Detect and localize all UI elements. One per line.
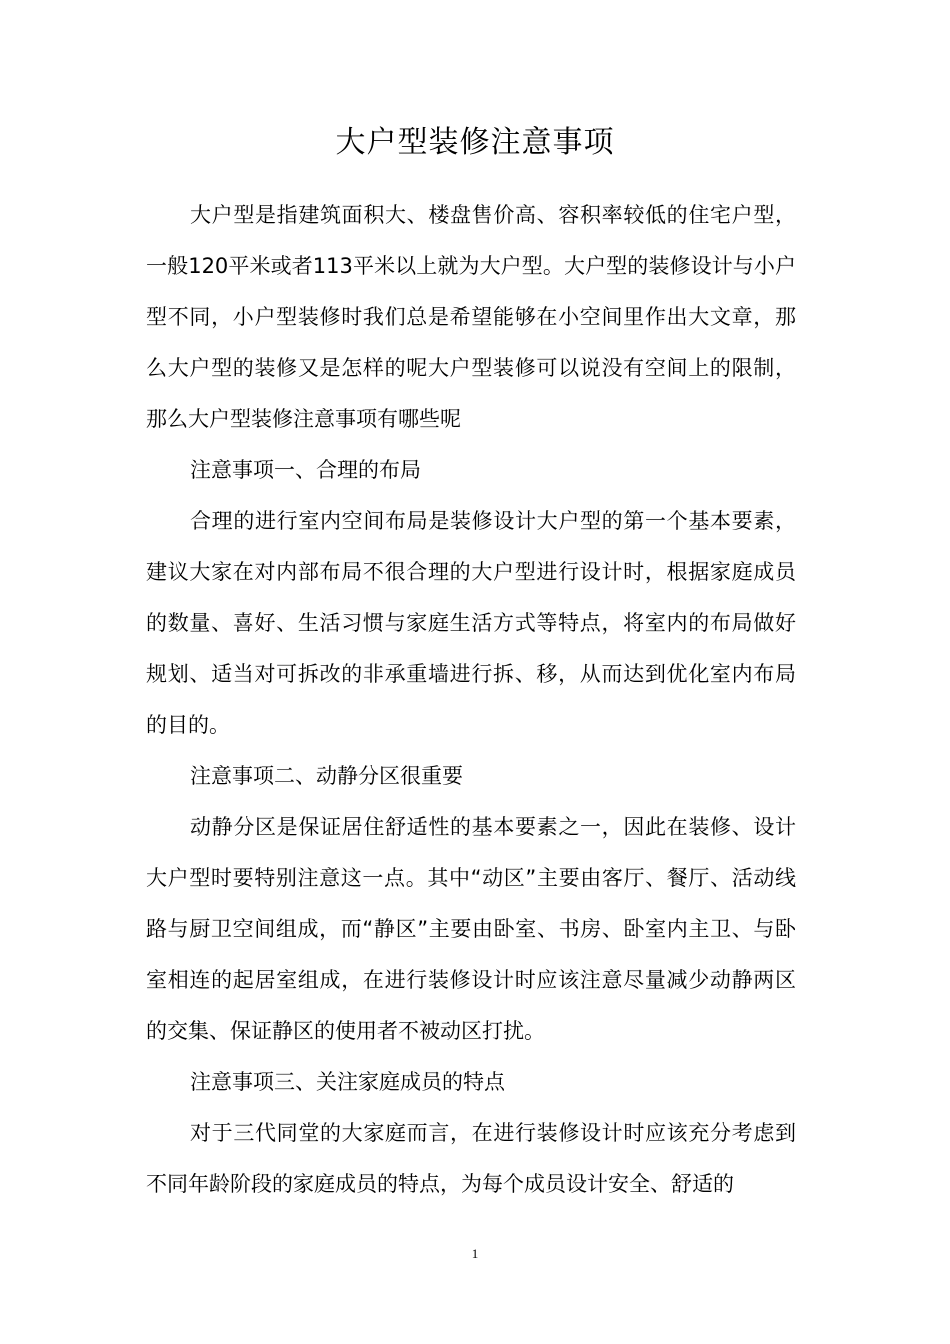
- paragraph-zoning: 动静分区是保证居住舒适性的基本要素之一，因此在装修、设计大户型时要特别注意这一点。其中“动区”主要由客厅、餐厅、活动线路与厨卫空间组成，而“静区”主要由卧室、书房、卧室内主卫、与卧室相连的起居室组成，在进行装修设计时应该注意尽量减少动静两区的交集、保证静区的使用者不被动区打扰。: [146, 815, 796, 1043]
- section-heading-3: 注意事项三、关注家庭成员的特点: [190, 1070, 505, 1094]
- paragraph-intro: 大户型是指建筑面积大、楼盘售价高、容积率较低的住宅户型，一般120平米或者113平米以上就为大户型。大户型的装修设计与小户型不同，小户型装修时我们总是希望能够在小空间里作出大文章，那么大户型的装修又是怎样的呢大户型装修可以说没有空间上的限制，那么大户型装修注意事项有哪些呢: [146, 203, 796, 431]
- document-body: [146, 190, 796, 1210]
- document-title: 大户型装修注意事项: [335, 125, 615, 160]
- paragraph-family: 对于三代同堂的大家庭而言，在进行装修设计时应该充分考虑到不同年龄阶段的家庭成员的特点，为每个成员设计安全、舒适的: [146, 1121, 796, 1196]
- page-number: 1: [471, 1246, 479, 1261]
- section-heading-2: 注意事项二、动静分区很重要: [190, 764, 463, 788]
- paragraph-layout: 合理的进行室内空间布局是装修设计大户型的第一个基本要素，建议大家在对内部布局不很合理的大户型进行设计时，根据家庭成员的数量、喜好、生活习惯与家庭生活方式等特点，将室内的布局做好规划、适当对可拆改的非承重墙进行拆、移，从而达到优化室内布局的目的。: [146, 509, 796, 737]
- section-heading-1: 注意事项一、合理的布局: [190, 458, 421, 482]
